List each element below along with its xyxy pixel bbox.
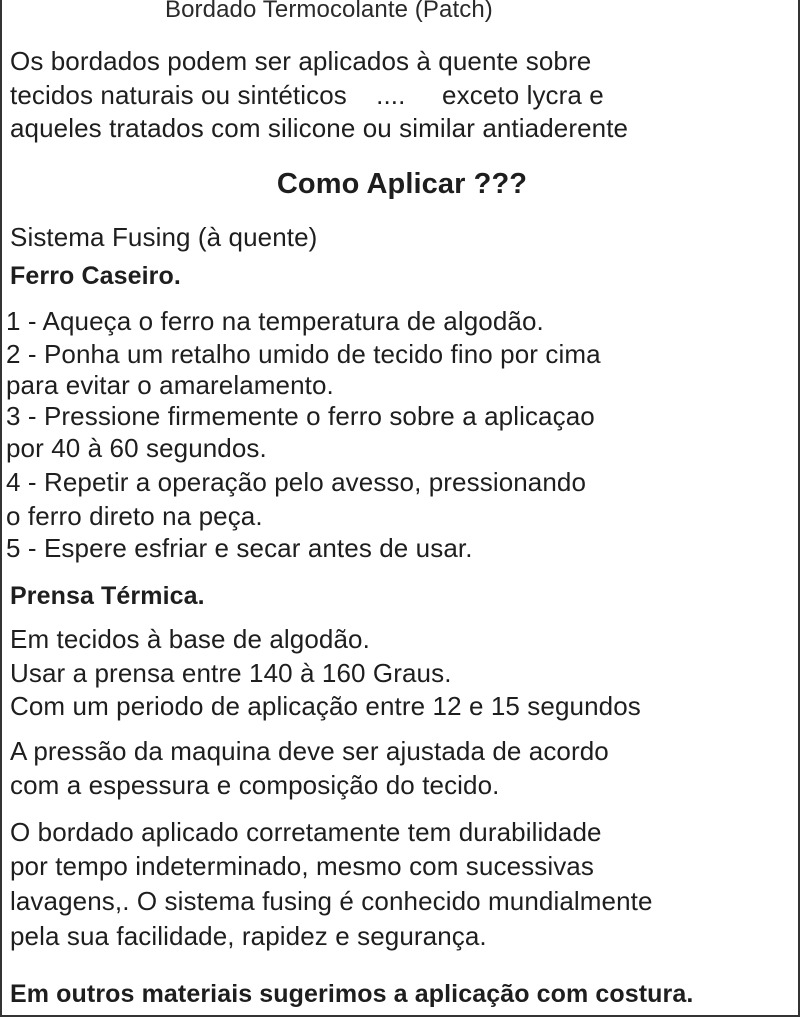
footer-note: Em outros materiais sugerimos a aplicação com costura. [10,980,694,1008]
durability-line: por tempo indeterminado, mesmo com sucessivas [10,851,594,881]
durability-line: pela sua facilidade, rapidez e segurança. [10,921,487,951]
press-line: Em tecidos à base de algodão. [10,624,370,654]
intro-line-2: tecidos naturais ou sintéticos .... exceto lycra e [10,80,604,110]
iron-step-line: por 40 à 60 segundos. [6,433,267,463]
pressure-line: com a espessura e composição do tecido. [10,770,500,800]
press-title: Prensa Térmica. [10,582,205,610]
iron-step-line: 4 - Repetir a operação pelo avesso, pressionando [6,467,587,497]
intro-line-1: Os bordados podem ser aplicados à quente sobre [10,46,592,76]
iron-step-line: para evitar o amarelamento. [6,370,334,400]
section-heading: Como Aplicar ??? [276,168,528,200]
iron-step-line: 2 - Ponha um retalho umido de tecido fino por cima [6,339,601,369]
press-line: Usar a prensa entre 140 à 160 Graus. [10,658,452,688]
durability-line: lavagens,. O sistema fusing é conhecido mundialmente [10,886,653,916]
iron-step-line: 1 - Aqueça o ferro na temperatura de algodão. [6,306,544,336]
iron-step-line: 5 - Espere esfriar e secar antes de usar. [6,533,473,563]
intro-line-3: aqueles tratados com silicone ou similar antiaderente [10,113,629,143]
pressure-line: A pressão da maquina deve ser ajustada de acordo [10,736,609,766]
press-line: Com um periodo de aplicação entre 12 e 15 segundos [10,691,641,721]
iron-step-line: o ferro direto na peça. [6,501,263,531]
iron-title: Ferro Caseiro. [10,262,181,290]
iron-step-line: 3 - Pressione firmemente o ferro sobre a aplicaçao [6,401,595,431]
system-label: Sistema Fusing (à quente) [10,222,318,252]
durability-line: O bordado aplicado corretamente tem durabilidade [10,817,602,847]
document-title: Bordado Termocolante (Patch) [165,0,493,23]
